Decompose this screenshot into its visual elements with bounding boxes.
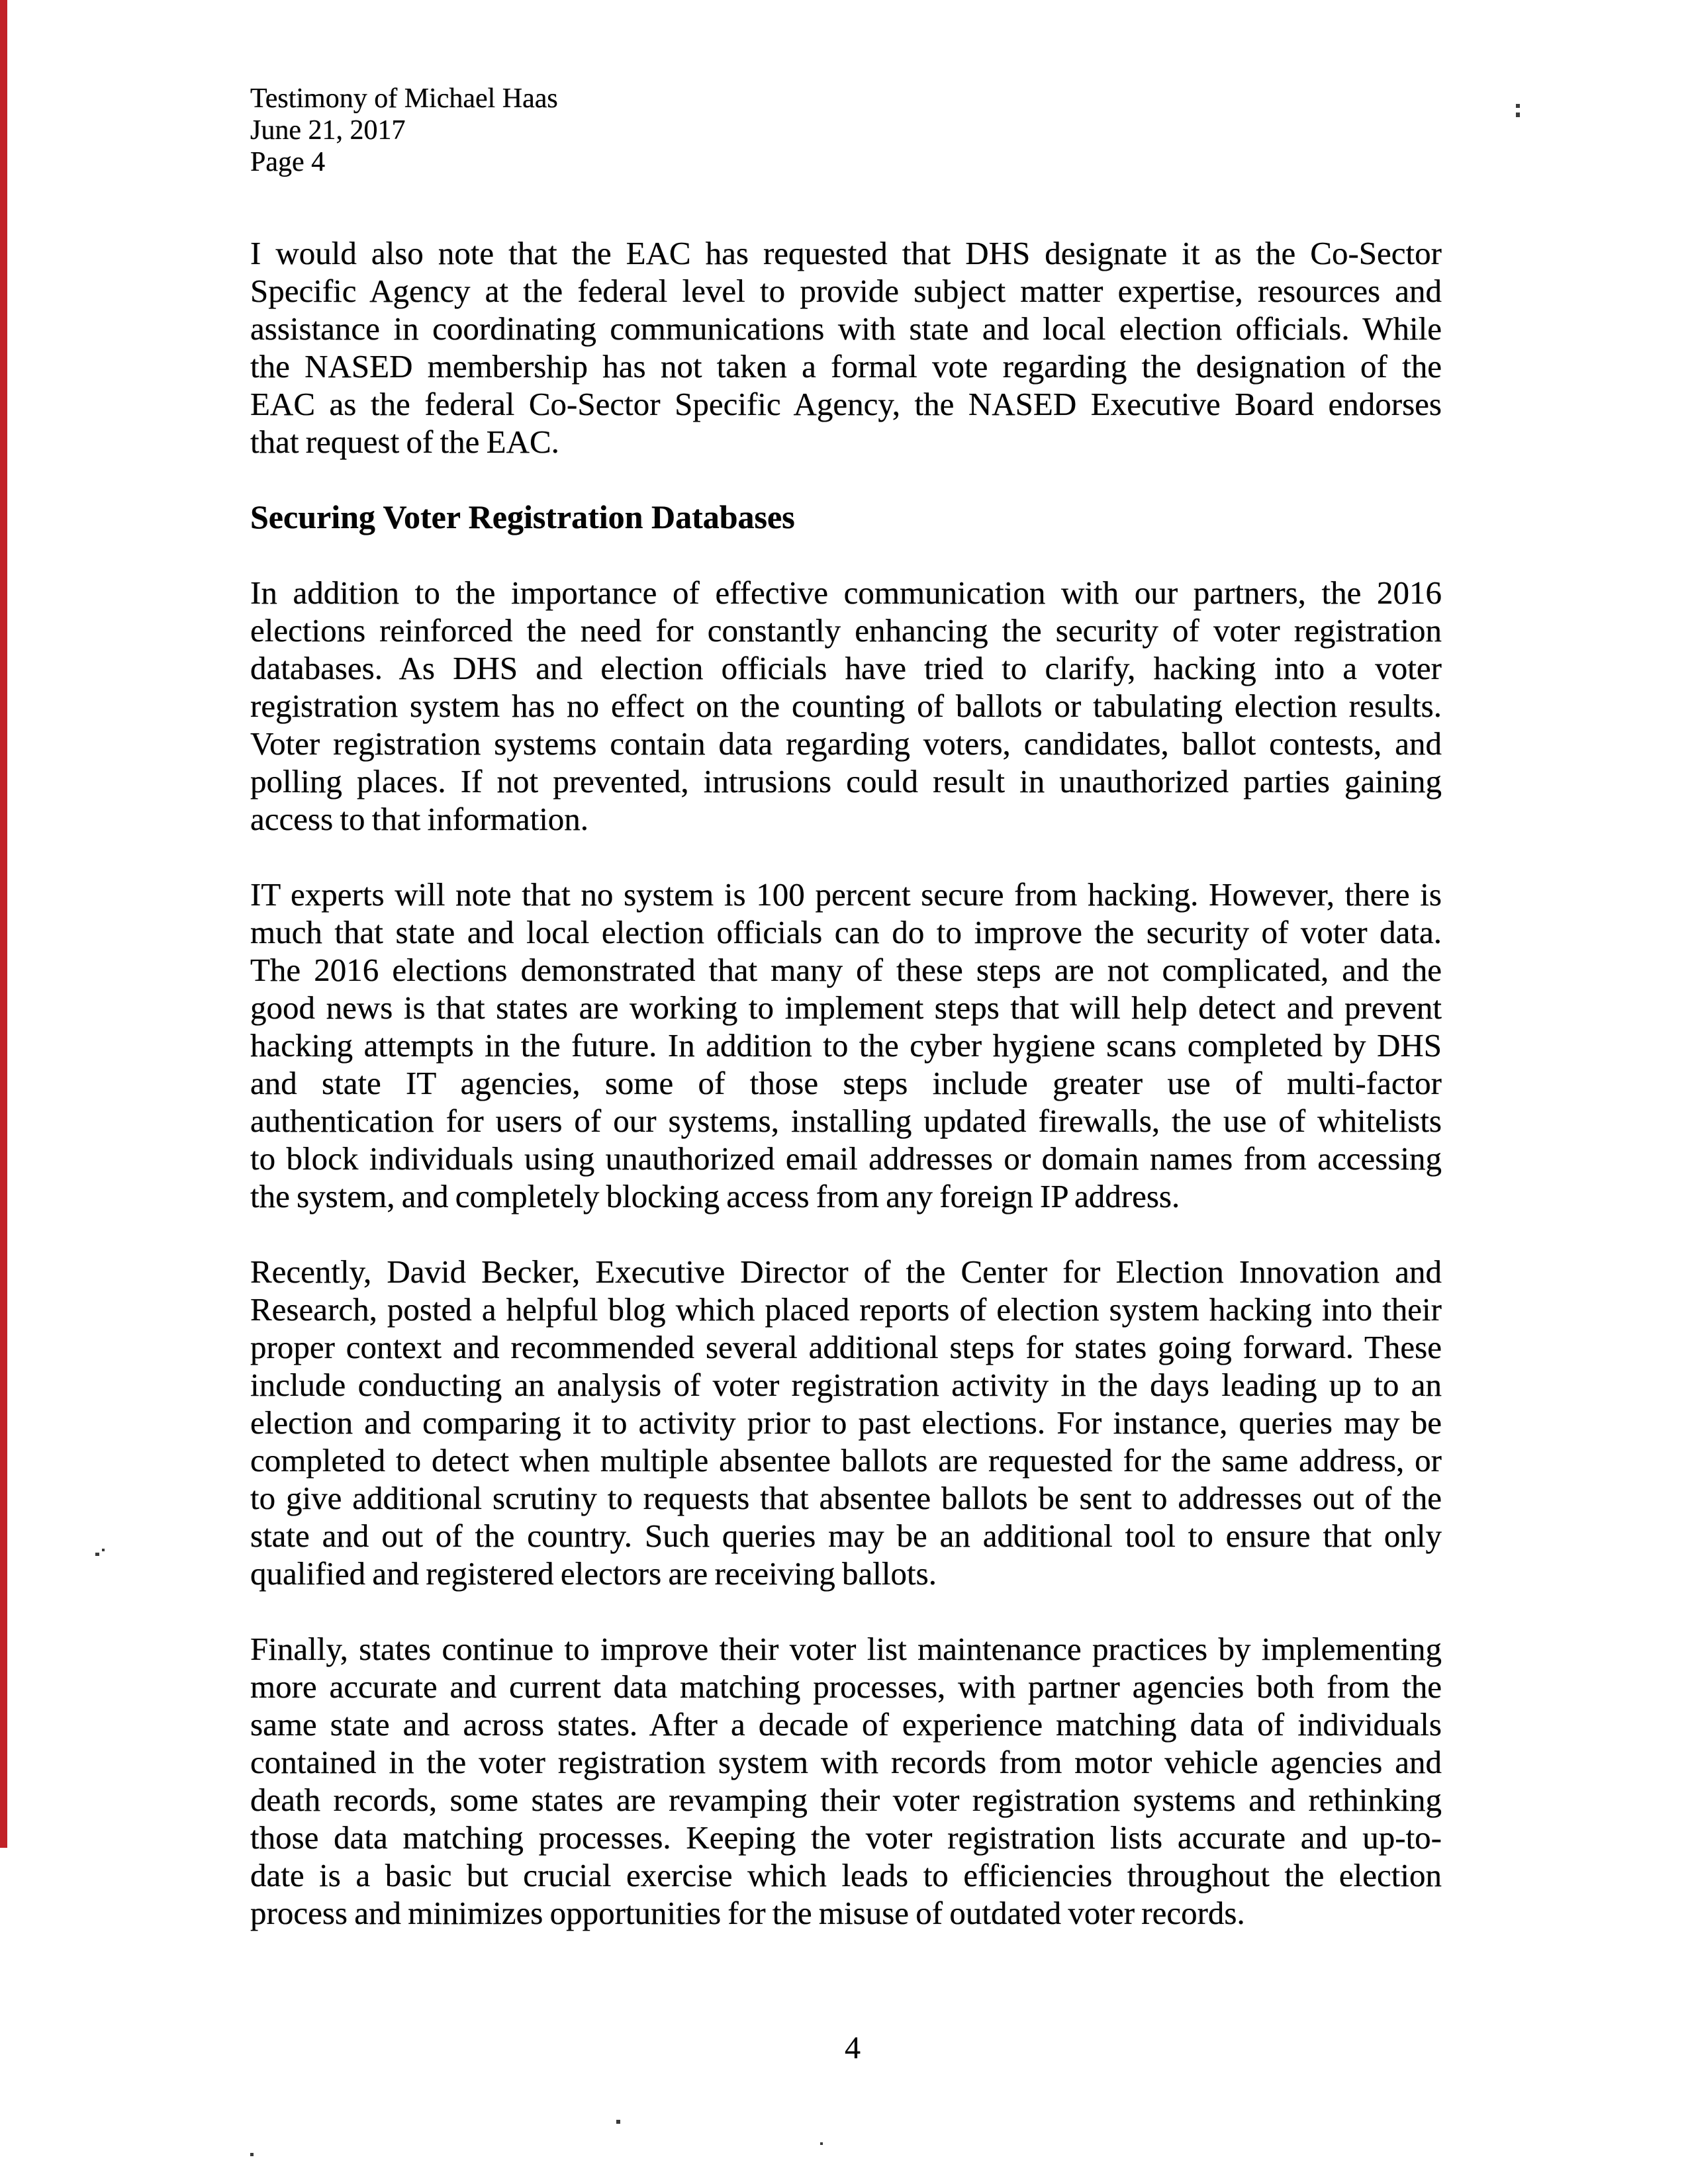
paragraph-line: process and minimizes opportunities for the misuse of outdated voter records. bbox=[250, 1895, 1245, 1931]
paragraph-line: and state IT agencies, some of those steps include greater use of multi-factor bbox=[250, 1065, 1442, 1101]
paragraph-line: In addition to the importance of effective communication with our partners, the 2016 bbox=[250, 574, 1442, 611]
scan-speck bbox=[250, 2153, 254, 2156]
document-body bbox=[250, 234, 1442, 1970]
scan-speck bbox=[1516, 104, 1520, 108]
paragraph-line: authentication for users of our systems, installing updated firewalls, the use of whitelists bbox=[250, 1103, 1442, 1139]
paragraph-line: much that state and local election officials can do to improve the security of voter data. bbox=[250, 914, 1442, 950]
paragraph-line: I would also note that the EAC has requested that DHS designate it as the Co-Sector bbox=[250, 235, 1442, 271]
paragraph bbox=[250, 876, 1442, 1215]
scanner-red-edge-line bbox=[0, 0, 7, 1848]
paragraph-line: election and comparing it to activity prior to past elections. For instance, queries may be bbox=[250, 1404, 1442, 1441]
paragraph-line: assistance in coordinating communications with state and local election officials. While bbox=[250, 310, 1442, 347]
paragraph-line: include conducting an analysis of voter registration activity in the days leading up to an bbox=[250, 1367, 1442, 1403]
header-page-label: Page 4 bbox=[250, 147, 326, 177]
paragraph-line: that request of the EAC. bbox=[250, 424, 559, 460]
paragraph-line: registration system has no effect on the counting of ballots or tabulating election results. bbox=[250, 688, 1442, 724]
paragraph-line: hacking attempts in the future. In addition to the cyber hygiene scans completed by DHS bbox=[250, 1027, 1442, 1064]
paragraph-line: proper context and recommended several additional steps for states going forward. These bbox=[250, 1329, 1442, 1365]
paragraph-line: the system, and completely blocking access from any foreign IP address. bbox=[250, 1178, 1180, 1214]
paragraph-line: qualified and registered electors are receiving ballots. bbox=[250, 1555, 937, 1592]
scan-speck bbox=[95, 1553, 99, 1556]
header-date: June 21, 2017 bbox=[250, 115, 406, 146]
paragraph-line: access to that information. bbox=[250, 801, 589, 837]
paragraph bbox=[250, 574, 1442, 838]
paragraph-line: Voter registration systems contain data regarding voters, candidates, ballot contests, and bbox=[250, 725, 1442, 762]
paragraph-line: Finally, states continue to improve their voter list maintenance practices by implementing bbox=[250, 1631, 1442, 1667]
paragraph-line: The 2016 elections demonstrated that many of these steps are not complicated, and the bbox=[250, 952, 1442, 988]
paragraph-line: Recently, David Becker, Executive Director of the Center for Election Innovation and bbox=[250, 1253, 1442, 1290]
document-header bbox=[250, 83, 558, 178]
scan-speck bbox=[616, 2120, 620, 2124]
paragraph-line: to block individuals using unauthorized email addresses or domain names from accessing bbox=[250, 1140, 1442, 1177]
paragraph-line: EAC as the federal Co-Sector Specific Agency, the NASED Executive Board endorses bbox=[250, 386, 1442, 422]
paragraph bbox=[250, 1253, 1442, 1592]
paragraph bbox=[250, 1630, 1442, 1932]
scan-speck bbox=[102, 1549, 105, 1551]
paragraph-line: good news is that states are working to implement steps that will help detect and prevent bbox=[250, 989, 1442, 1026]
paragraph-line: state and out of the country. Such queries may be an additional tool to ensure that only bbox=[250, 1518, 1442, 1554]
page-number: 4 bbox=[845, 2030, 861, 2066]
scan-speck bbox=[1516, 113, 1520, 117]
section-heading: Securing Voter Registration Databases bbox=[250, 498, 795, 535]
paragraph-line: more accurate and current data matching processes, with partner agencies both from the bbox=[250, 1668, 1442, 1705]
paragraph-line: Specific Agency at the federal level to provide subject matter expertise, resources and bbox=[250, 273, 1442, 309]
paragraph-line: databases. As DHS and election officials have tried to clarify, hacking into a voter bbox=[250, 650, 1442, 686]
paragraph-line: IT experts will note that no system is 100 percent secure from hacking. However, there is bbox=[250, 876, 1442, 913]
paragraph-line: to give additional scrutiny to requests that absentee ballots be sent to addresses out of the bbox=[250, 1480, 1442, 1516]
paragraph-line: the NASED membership has not taken a formal vote regarding the designation of the bbox=[250, 348, 1442, 385]
paragraph-line: elections reinforced the need for constantly enhancing the security of voter registration bbox=[250, 612, 1442, 649]
paragraph-line: death records, some states are revamping their voter registration systems and rethinking bbox=[250, 1782, 1442, 1818]
paragraph bbox=[250, 234, 1442, 461]
scan-speck bbox=[820, 2142, 823, 2145]
paragraph-line: polling places. If not prevented, intrusions could result in unauthorized parties gaining bbox=[250, 763, 1442, 799]
paragraph-line: same state and across states. After a decade of experience matching data of individuals bbox=[250, 1706, 1442, 1743]
paragraph-line: contained in the voter registration system with records from motor vehicle agencies and bbox=[250, 1744, 1442, 1780]
header-title: Testimony of Michael Haas bbox=[250, 83, 558, 114]
paragraph-line: Research, posted a helpful blog which placed reports of election system hacking into their bbox=[250, 1291, 1442, 1328]
paragraph-line: date is a basic but crucial exercise which leads to efficiencies throughout the election bbox=[250, 1857, 1442, 1893]
paragraph-line: completed to detect when multiple absentee ballots are requested for the same address, or bbox=[250, 1442, 1442, 1479]
paragraph-line: those data matching processes. Keeping the voter registration lists accurate and up-to- bbox=[250, 1819, 1442, 1856]
